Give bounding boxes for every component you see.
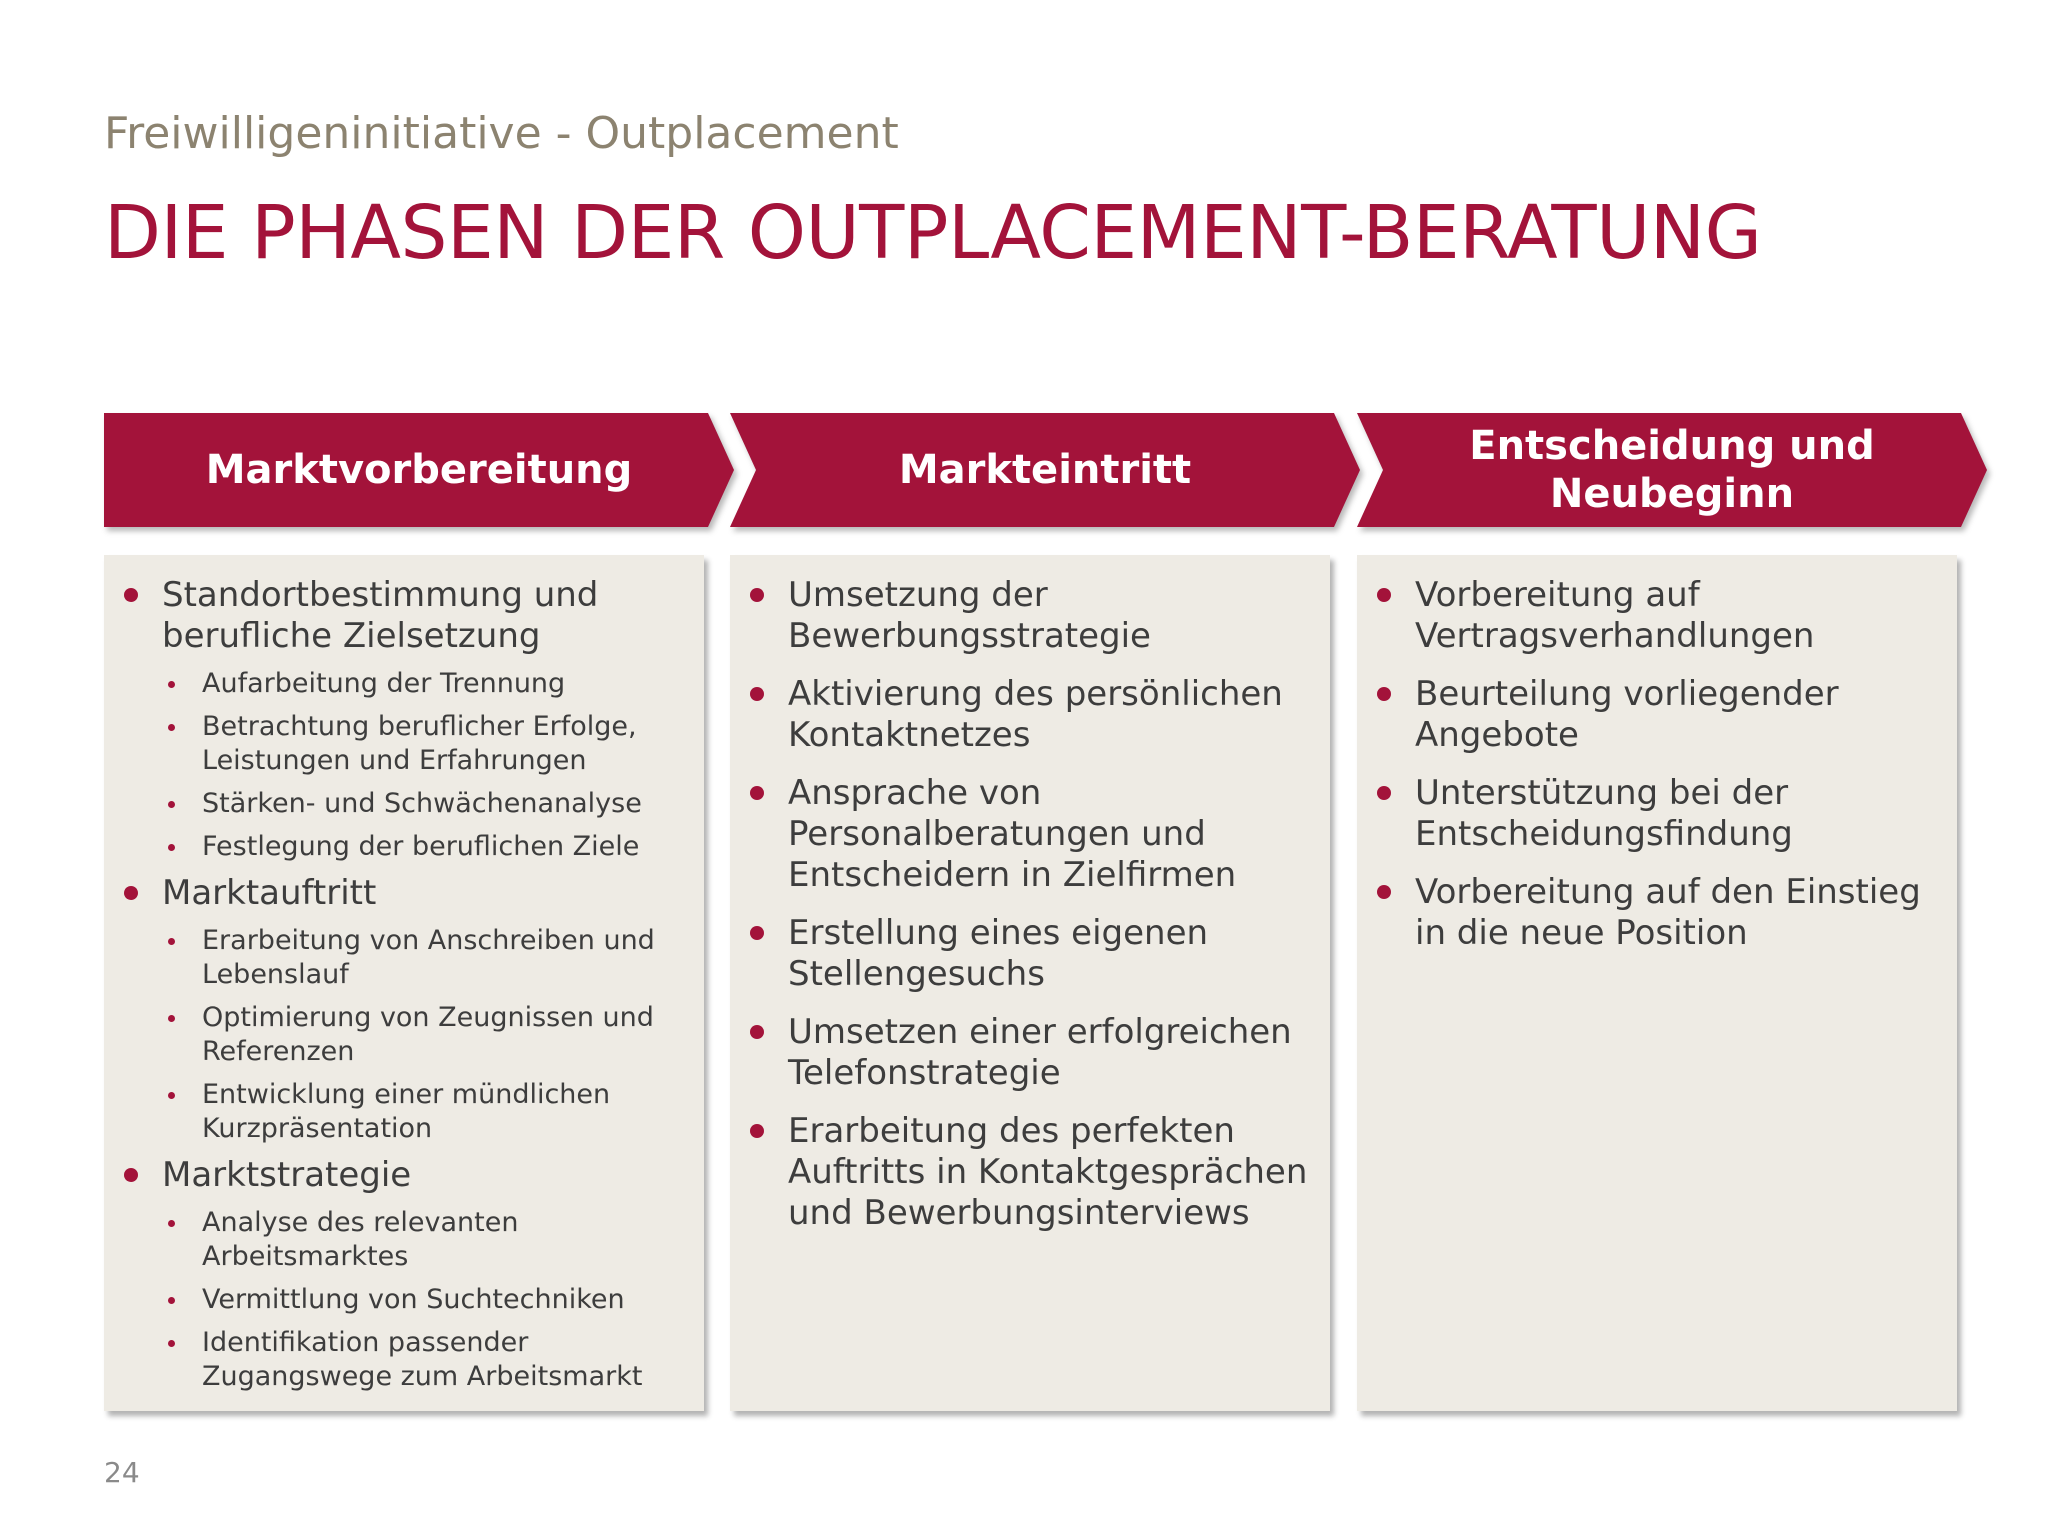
sub-bullet-dot: [168, 844, 175, 851]
sub-bullet-dot: [168, 1220, 175, 1227]
sub-bullet-dot: [168, 1092, 175, 1099]
sub-list-item: [162, 1001, 688, 1069]
bullet-dot: [750, 786, 764, 800]
bullet-list-3: [1371, 575, 1941, 954]
list-item: [1371, 575, 1941, 657]
list-item-text: Marktstrategie: [162, 1155, 412, 1195]
list-item: [744, 674, 1314, 756]
bullet-dot: [1377, 885, 1391, 899]
sub-item-text: Erarbeitung von Anschreiben und Lebenslauf: [202, 925, 655, 990]
list-item-text: Vorbereitung auf den Einstieg in die neue Position: [1415, 872, 1921, 953]
bullet-dot: [750, 588, 764, 602]
list-item: [744, 773, 1314, 896]
sub-list: [162, 924, 688, 1146]
page-number: 24: [104, 1456, 140, 1489]
sub-item-text: Vermittlung von Suchtechniken: [202, 1284, 625, 1315]
list-item: [1371, 674, 1941, 756]
sub-item-text: Aufarbeitung der Trennung: [202, 668, 566, 699]
sub-list-item: [162, 1206, 688, 1274]
sub-bullet-dot: [168, 724, 175, 731]
sub-list-item: [162, 1078, 688, 1146]
list-item: [744, 1111, 1314, 1234]
list-item: [744, 1012, 1314, 1094]
sub-item-text: Festlegung der beruflichen Ziele: [202, 831, 640, 862]
phase-column-1: [104, 413, 734, 1411]
bullet-dot: [750, 926, 764, 940]
phase-column-2: [730, 413, 1360, 1411]
list-item-text: Vorbereitung auf Vertragsverhandlungen: [1415, 575, 1815, 656]
sub-list: [162, 1206, 688, 1394]
slide-title: DIE PHASEN DER OUTPLACEMENT-BERATUNG: [104, 190, 1762, 276]
phase-panel-2: [730, 555, 1330, 1411]
sub-item-text: Optimierung von Zeugnissen und Referenzen: [202, 1002, 654, 1067]
list-item: [118, 873, 688, 1146]
sub-list-item: [162, 924, 688, 992]
sub-item-text: Analyse des relevanten Arbeitsmarktes: [202, 1207, 519, 1272]
sub-list-item: [162, 1326, 688, 1394]
list-item-text: Umsetzung der Bewerbungsstrategie: [788, 575, 1151, 656]
sub-list-item: [162, 667, 688, 701]
sub-bullet-dot: [168, 681, 175, 688]
list-item-text: Umsetzen einer erfolgreichen Telefonstrategie: [788, 1012, 1292, 1093]
list-item-text: Standortbestimmung und berufliche Zielsetzung: [162, 575, 599, 656]
sub-bullet-dot: [168, 938, 175, 945]
slide-subtitle: Freiwilligeninitiative - Outplacement: [104, 108, 899, 159]
list-item-text: Beurteilung vorliegender Angebote: [1415, 674, 1839, 755]
bullet-dot: [1377, 786, 1391, 800]
phase-column-3: [1357, 413, 1987, 1411]
phase-arrow-1: [104, 413, 734, 527]
sub-bullet-dot: [168, 1015, 175, 1022]
list-item: [744, 913, 1314, 995]
sub-list-item: [162, 1283, 688, 1317]
sub-item-text: Identifikation passender Zugangswege zum Arbeitsmarkt: [202, 1327, 643, 1392]
list-item-text: Erarbeitung des perfekten Auftritts in Kontaktgesprächen und Bewerbungsinterviews: [788, 1111, 1308, 1233]
phase-label-2: Markteintritt: [898, 447, 1192, 493]
list-item: [1371, 872, 1941, 954]
sub-bullet-dot: [168, 1340, 175, 1347]
sub-item-text: Entwicklung einer mündlichen Kurzpräsentation: [202, 1079, 611, 1144]
bullet-dot: [124, 1168, 138, 1182]
phase-arrow-3: [1357, 413, 1987, 527]
list-item: [118, 1155, 688, 1394]
phase-arrow-2: [730, 413, 1360, 527]
bullet-list-1: [118, 575, 688, 1394]
phase-label-1: Marktvorbereitung: [205, 447, 633, 493]
list-item: [744, 575, 1314, 657]
bullet-dot: [124, 886, 138, 900]
phase-panel-3: [1357, 555, 1957, 1411]
sub-list-item: [162, 787, 688, 821]
bullet-dot: [750, 1025, 764, 1039]
list-item: [1371, 773, 1941, 855]
list-item-text: Aktivierung des persönlichen Kontaktnetzes: [788, 674, 1283, 755]
bullet-dot: [750, 687, 764, 701]
sub-item-text: Stärken- und Schwächenanalyse: [202, 788, 642, 819]
bullet-dot: [1377, 588, 1391, 602]
sub-list-item: [162, 830, 688, 864]
list-item-text: Ansprache von Personalberatungen und Entscheidern in Zielfirmen: [788, 773, 1237, 895]
sub-item-text: Betrachtung beruflicher Erfolge, Leistungen und Erfahrungen: [202, 711, 637, 776]
bullet-dot: [1377, 687, 1391, 701]
sub-bullet-dot: [168, 801, 175, 808]
bullet-list-2: [744, 575, 1314, 1234]
list-item-text: Erstellung eines eigenen Stellengesuchs: [788, 913, 1209, 994]
phase-panel-1: [104, 555, 704, 1411]
phase-label-3: Entscheidung und Neubeginn: [1469, 423, 1875, 517]
sub-list-item: [162, 710, 688, 778]
bullet-dot: [750, 1124, 764, 1138]
sub-list: [162, 667, 688, 864]
list-item-text: Marktauftritt: [162, 873, 377, 913]
sub-bullet-dot: [168, 1297, 175, 1304]
bullet-dot: [124, 588, 138, 602]
list-item-text: Unterstützung bei der Entscheidungsfindung: [1415, 773, 1793, 854]
list-item: [118, 575, 688, 864]
